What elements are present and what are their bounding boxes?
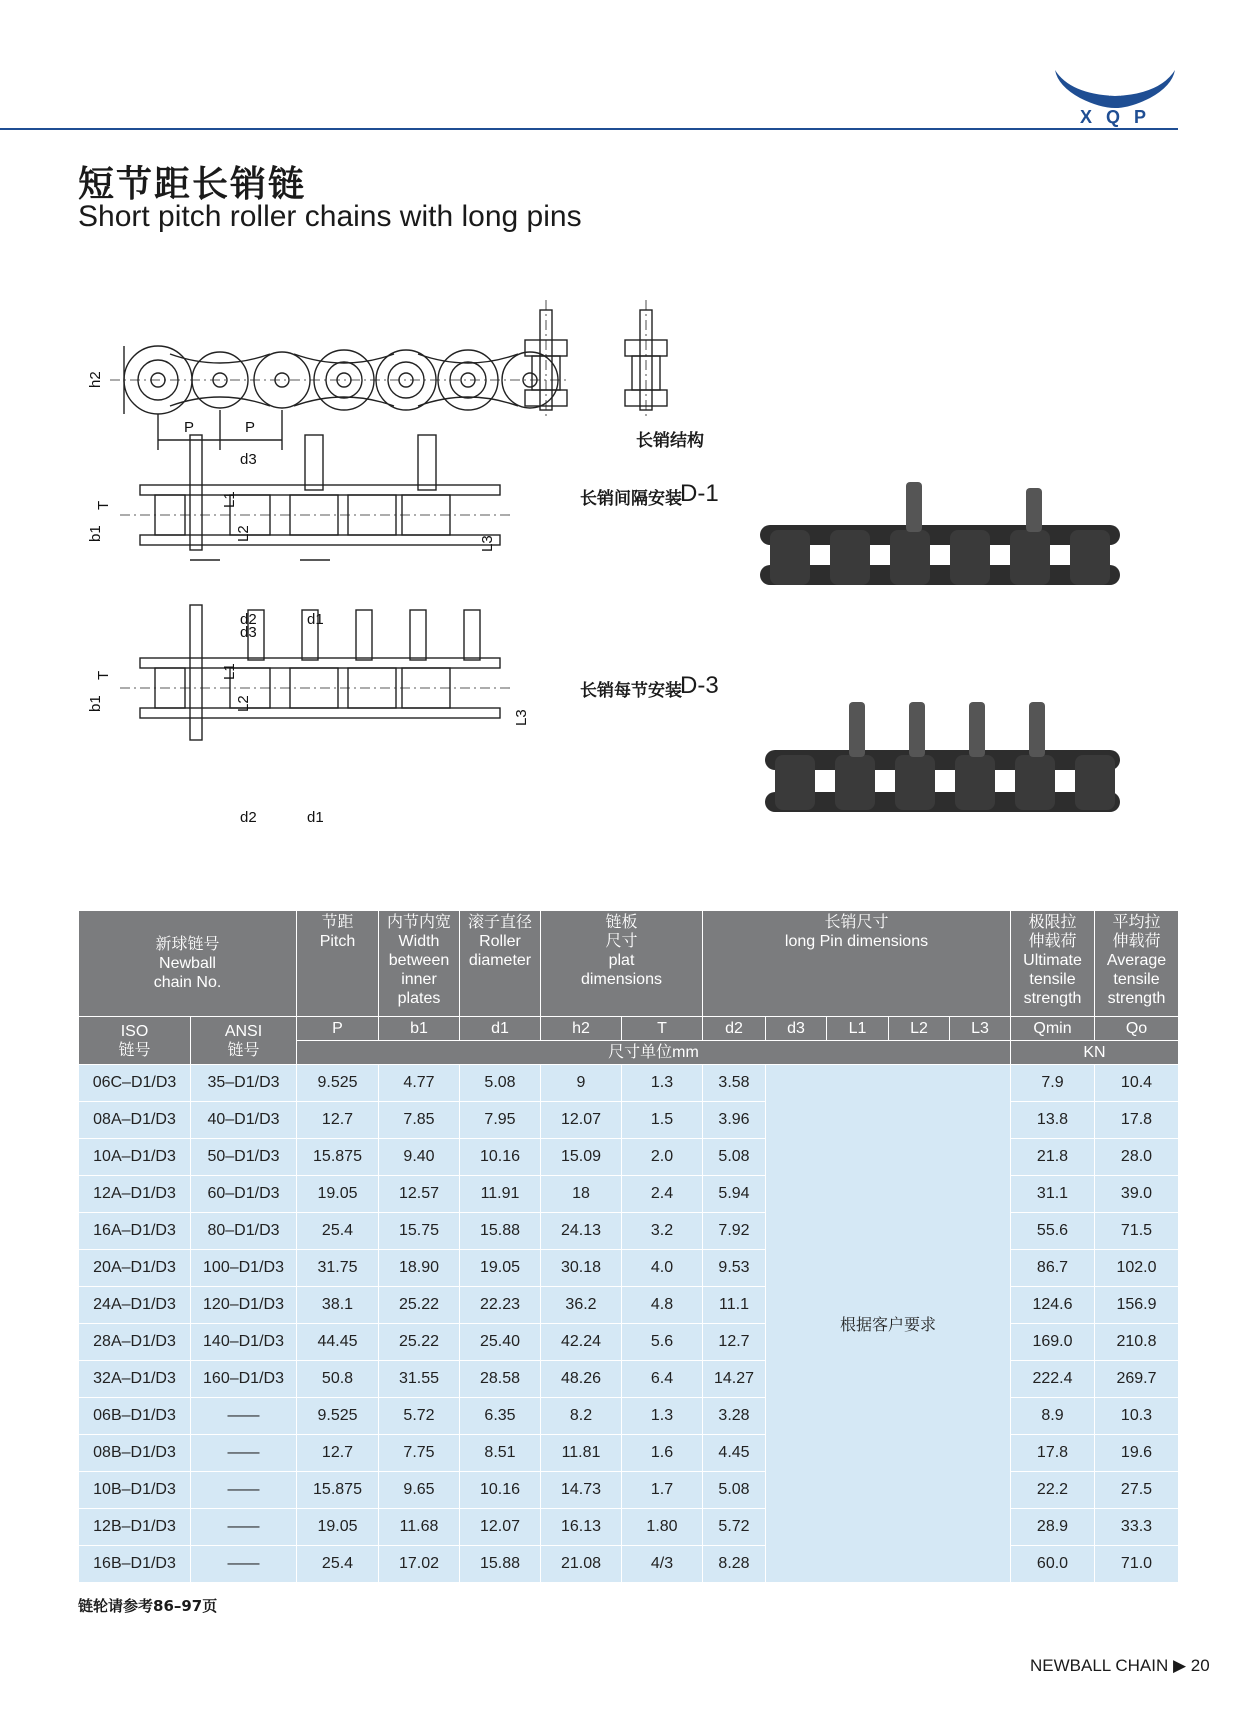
cell-qo: 39.0 (1095, 1176, 1179, 1213)
iso-label: ISO (120, 1022, 149, 1040)
roller-en2: diameter (468, 952, 532, 969)
cell-b1: 15.75 (379, 1213, 460, 1250)
page-footer (1030, 1656, 1210, 1676)
chain-no-header (79, 911, 297, 1017)
cell-p: 9.525 (297, 1065, 379, 1102)
plate-header (541, 911, 703, 1017)
cell-d2: 3.58 (703, 1065, 766, 1102)
chain-no-en1: Newball (159, 955, 216, 972)
col-qo: Qo (1095, 1017, 1179, 1041)
ansi-cn: 链号 (227, 1041, 260, 1059)
cell-qmin: 31.1 (1011, 1176, 1095, 1213)
cell-qo: 10.3 (1095, 1398, 1179, 1435)
cell-d2: 9.53 (703, 1250, 766, 1287)
cell-qmin: 55.6 (1011, 1213, 1095, 1250)
cell-h2: 11.81 (541, 1435, 622, 1472)
cell-h2: 12.07 (541, 1102, 622, 1139)
cell-t: 1.6 (622, 1435, 703, 1472)
table-row (79, 1435, 1179, 1472)
cell-b1: 17.02 (379, 1546, 460, 1583)
side-view-chain (110, 346, 570, 450)
cell-t: 2.0 (622, 1139, 703, 1176)
cell-d1: 12.07 (460, 1509, 541, 1546)
cell-d1: 28.58 (460, 1361, 541, 1398)
cell-p: 19.05 (297, 1176, 379, 1213)
cell-p: 15.875 (297, 1139, 379, 1176)
cell-d2: 4.45 (703, 1435, 766, 1472)
table-row (79, 1102, 1179, 1139)
cell-ansi: 60–D1/D3 (191, 1176, 297, 1213)
col-h2: h2 (541, 1017, 622, 1041)
cell-qo: 33.3 (1095, 1509, 1179, 1546)
cell-ansi: —— (191, 1472, 297, 1509)
dim-d2-b: d2 (240, 809, 257, 826)
cell-d1: 5.08 (460, 1065, 541, 1102)
cell-b1: 11.68 (379, 1509, 460, 1546)
d3-install-label: 长销每节安装 (580, 681, 682, 701)
header-row-1 (79, 911, 1179, 1017)
cell-qo: 17.8 (1095, 1102, 1179, 1139)
ansi-header (191, 1017, 297, 1065)
cell-b1: 31.55 (379, 1361, 460, 1398)
cell-h2: 48.26 (541, 1361, 622, 1398)
cell-iso: 06B–D1/D3 (79, 1398, 191, 1435)
cell-d1: 22.23 (460, 1287, 541, 1324)
cell-qmin: 22.2 (1011, 1472, 1095, 1509)
table-row (79, 1509, 1179, 1546)
cell-iso: 08A–D1/D3 (79, 1102, 191, 1139)
avg-cn1: 平均拉 (1112, 914, 1161, 931)
cell-d2: 5.94 (703, 1176, 766, 1213)
cell-d2: 5.08 (703, 1139, 766, 1176)
d1-code: D-1 (680, 480, 719, 507)
dim-t-a: T (95, 500, 112, 510)
cell-qmin: 124.6 (1011, 1287, 1095, 1324)
cell-qo: 28.0 (1095, 1139, 1179, 1176)
avg-cn2: 伸载荷 (1112, 933, 1161, 950)
cell-qmin: 7.9 (1011, 1065, 1095, 1102)
spec-table (78, 910, 1179, 1583)
cell-h2: 21.08 (541, 1546, 622, 1583)
roller-cn: 滚子直径 (467, 914, 532, 931)
cell-iso: 16A–D1/D3 (79, 1213, 191, 1250)
long-pin-structure-label: 长销结构 (636, 431, 704, 451)
cell-d2: 11.1 (703, 1287, 766, 1324)
cell-d2: 3.96 (703, 1102, 766, 1139)
plate-cn2: 尺寸 (605, 933, 638, 950)
cell-t: 2.4 (622, 1176, 703, 1213)
plate-en2: dimensions (581, 971, 662, 988)
dim-l3-b: L3 (513, 709, 530, 726)
page-number: 20 (1190, 1656, 1210, 1675)
cell-iso: 28A–D1/D3 (79, 1324, 191, 1361)
table-row (79, 1546, 1179, 1583)
dim-d1-b: d1 (307, 809, 324, 826)
pitch-en: Pitch (319, 933, 356, 950)
cell-ansi: 100–D1/D3 (191, 1250, 297, 1287)
pitch-header (297, 911, 379, 1017)
ansi-label: ANSI (224, 1022, 263, 1040)
cell-qmin: 17.8 (1011, 1435, 1095, 1472)
plate-en1: plat (608, 952, 635, 969)
cell-qmin: 169.0 (1011, 1324, 1095, 1361)
dim-t-b: T (95, 670, 112, 680)
cell-qmin: 86.7 (1011, 1250, 1095, 1287)
cell-t: 4.0 (622, 1250, 703, 1287)
dim-d2-a: d2 (240, 611, 257, 628)
cell-d2: 5.08 (703, 1472, 766, 1509)
cell-ansi: 50–D1/D3 (191, 1139, 297, 1176)
table-row (79, 1065, 1179, 1102)
dim-l3-a: L3 (479, 535, 496, 552)
cell-d1: 8.51 (460, 1435, 541, 1472)
dim-p-2: P (245, 419, 256, 436)
page-title-en: Short pitch roller chains with long pins (78, 200, 582, 233)
cell-b1: 9.65 (379, 1472, 460, 1509)
ult-cn1: 极限拉 (1028, 914, 1077, 931)
dim-p-1: P (184, 419, 195, 436)
dim-h2: h2 (87, 371, 104, 388)
footer-arrow-icon: ▶ (1172, 1656, 1187, 1675)
cell-h2: 36.2 (541, 1287, 622, 1324)
cell-ansi: 80–D1/D3 (191, 1213, 297, 1250)
cell-b1: 4.77 (379, 1065, 460, 1102)
cell-qo: 27.5 (1095, 1472, 1179, 1509)
cell-d1: 10.16 (460, 1139, 541, 1176)
cell-h2: 18 (541, 1176, 622, 1213)
cell-t: 1.7 (622, 1472, 703, 1509)
cell-qo: 10.4 (1095, 1065, 1179, 1102)
cell-h2: 16.13 (541, 1509, 622, 1546)
col-l2: L2 (889, 1017, 950, 1041)
spec-table-body (79, 1065, 1179, 1583)
pin-en: long Pin dimensions (784, 933, 929, 950)
dim-b1-a: b1 (87, 525, 104, 542)
cell-ansi: 160–D1/D3 (191, 1361, 297, 1398)
cell-ansi: —— (191, 1435, 297, 1472)
cell-iso: 12B–D1/D3 (79, 1509, 191, 1546)
pitch-cn: 节距 (321, 914, 354, 931)
cell-b1: 18.90 (379, 1250, 460, 1287)
cell-p: 44.45 (297, 1324, 379, 1361)
long-pin-structure-view (525, 300, 667, 420)
cell-p: 19.05 (297, 1509, 379, 1546)
width-header (379, 911, 460, 1017)
cell-qmin: 222.4 (1011, 1361, 1095, 1398)
cell-qmin: 60.0 (1011, 1546, 1095, 1583)
cell-iso: 20A–D1/D3 (79, 1250, 191, 1287)
cell-iso: 12A–D1/D3 (79, 1176, 191, 1213)
unit-mm: 尺寸单位mm (297, 1041, 1011, 1065)
width-en: Width between inner plates (388, 933, 450, 1007)
col-t: T (622, 1017, 703, 1041)
d3-code: D-3 (680, 672, 719, 699)
cell-qmin: 8.9 (1011, 1398, 1095, 1435)
cell-ansi: 35–D1/D3 (191, 1065, 297, 1102)
roller-en1: Roller (479, 933, 521, 950)
cell-iso: 16B–D1/D3 (79, 1546, 191, 1583)
ult-cn2: 伸载荷 (1028, 933, 1077, 950)
cell-d1: 15.88 (460, 1546, 541, 1583)
col-d2: d2 (703, 1017, 766, 1041)
page-title-cn: 短节距长销链 (78, 164, 307, 205)
pin-header (703, 911, 1011, 1017)
cell-t: 1.3 (622, 1065, 703, 1102)
width-cn: 内节内宽 (386, 914, 451, 931)
ult-en: Ultimate tensile strength (1023, 952, 1082, 1007)
cell-b1: 25.22 (379, 1287, 460, 1324)
cell-ansi: 40–D1/D3 (191, 1102, 297, 1139)
table-row (79, 1176, 1179, 1213)
cell-d2: 5.72 (703, 1509, 766, 1546)
cell-b1: 5.72 (379, 1398, 460, 1435)
cell-p: 31.75 (297, 1250, 379, 1287)
cell-p: 50.8 (297, 1361, 379, 1398)
dim-l1-b: L1 (221, 663, 238, 680)
cell-t: 5.6 (622, 1324, 703, 1361)
header-row-2 (79, 1017, 1179, 1041)
cell-t: 4.8 (622, 1287, 703, 1324)
chain-no-cn: 新球链号 (155, 936, 220, 953)
cell-p: 12.7 (297, 1435, 379, 1472)
cell-iso: 08B–D1/D3 (79, 1435, 191, 1472)
avg-en: Average tensile strength (1106, 952, 1167, 1007)
cell-t: 3.2 (622, 1213, 703, 1250)
unit-kn: KN (1011, 1041, 1179, 1065)
table-row (79, 1139, 1179, 1176)
cell-h2: 14.73 (541, 1472, 622, 1509)
cell-p: 9.525 (297, 1398, 379, 1435)
dim-d1-a: d1 (307, 611, 324, 628)
roller-header (460, 911, 541, 1017)
table-row (79, 1361, 1179, 1398)
col-b1: b1 (379, 1017, 460, 1041)
d1-plan-view (120, 435, 510, 560)
cell-ansi: —— (191, 1398, 297, 1435)
average-header (1095, 911, 1179, 1017)
cell-b1: 7.75 (379, 1435, 460, 1472)
cell-qmin: 21.8 (1011, 1139, 1095, 1176)
cell-qo: 210.8 (1095, 1324, 1179, 1361)
customer-requirement-note: 根据客户要求 (766, 1065, 1011, 1583)
cell-d2: 7.92 (703, 1213, 766, 1250)
cell-qo: 19.6 (1095, 1435, 1179, 1472)
footer-brand: NEWBALL CHAIN (1030, 1656, 1169, 1675)
cell-iso: 32A–D1/D3 (79, 1361, 191, 1398)
cell-p: 38.1 (297, 1287, 379, 1324)
cell-p: 25.4 (297, 1213, 379, 1250)
cell-d1: 19.05 (460, 1250, 541, 1287)
cell-iso: 10B–D1/D3 (79, 1472, 191, 1509)
cell-t: 6.4 (622, 1361, 703, 1398)
cell-d1: 15.88 (460, 1213, 541, 1250)
table-row (79, 1324, 1179, 1361)
chain-technical-drawing (80, 280, 740, 850)
cell-b1: 7.85 (379, 1102, 460, 1139)
cell-d2: 12.7 (703, 1324, 766, 1361)
cell-iso: 10A–D1/D3 (79, 1139, 191, 1176)
cell-b1: 12.57 (379, 1176, 460, 1213)
cell-d2: 3.28 (703, 1398, 766, 1435)
col-p: P (297, 1017, 379, 1041)
cell-b1: 25.22 (379, 1324, 460, 1361)
col-d3: d3 (766, 1017, 827, 1041)
cell-qo: 71.0 (1095, 1546, 1179, 1583)
table-row (79, 1472, 1179, 1509)
cell-t: 4/3 (622, 1546, 703, 1583)
cell-iso: 24A–D1/D3 (79, 1287, 191, 1324)
col-l1: L1 (827, 1017, 889, 1041)
cell-qo: 269.7 (1095, 1361, 1179, 1398)
cell-p: 15.875 (297, 1472, 379, 1509)
d1-chain-photo (760, 480, 1130, 600)
cell-d1: 10.16 (460, 1472, 541, 1509)
cell-ansi: —— (191, 1509, 297, 1546)
cell-h2: 8.2 (541, 1398, 622, 1435)
sprocket-footnote: 链轮请参考86–97页 (78, 1597, 218, 1615)
cell-ansi: 120–D1/D3 (191, 1287, 297, 1324)
dim-l2-a: L2 (235, 525, 252, 542)
dim-l1-a: L1 (221, 491, 238, 508)
table-row (79, 1250, 1179, 1287)
col-l3: L3 (950, 1017, 1011, 1041)
table-row (79, 1213, 1179, 1250)
logo-text: XQP (1080, 107, 1161, 127)
cell-h2: 15.09 (541, 1139, 622, 1176)
cell-t: 1.3 (622, 1398, 703, 1435)
iso-cn: 链号 (118, 1041, 151, 1059)
cell-d1: 6.35 (460, 1398, 541, 1435)
plate-cn1: 链板 (605, 914, 638, 931)
cell-d2: 8.28 (703, 1546, 766, 1583)
cell-d1: 25.40 (460, 1324, 541, 1361)
ultimate-header (1011, 911, 1095, 1017)
dim-b1-b: b1 (87, 695, 104, 712)
cell-qo: 102.0 (1095, 1250, 1179, 1287)
cell-p: 25.4 (297, 1546, 379, 1583)
dim-d3-b: d3 (240, 624, 257, 641)
cell-h2: 24.13 (541, 1213, 622, 1250)
col-qmin: Qmin (1011, 1017, 1095, 1041)
cell-t: 1.80 (622, 1509, 703, 1546)
header-rule (0, 128, 1178, 130)
table-row (79, 1287, 1179, 1324)
cell-iso: 06C–D1/D3 (79, 1065, 191, 1102)
cell-h2: 30.18 (541, 1250, 622, 1287)
cell-qmin: 28.9 (1011, 1509, 1095, 1546)
cell-qo: 71.5 (1095, 1213, 1179, 1250)
iso-header (79, 1017, 191, 1065)
cell-h2: 42.24 (541, 1324, 622, 1361)
dim-d3-a: d3 (240, 451, 257, 468)
col-d1: d1 (460, 1017, 541, 1041)
chain-no-en2: chain No. (153, 974, 222, 991)
cell-b1: 9.40 (379, 1139, 460, 1176)
cell-t: 1.5 (622, 1102, 703, 1139)
dim-l2-b: L2 (235, 695, 252, 712)
cell-d2: 14.27 (703, 1361, 766, 1398)
cell-ansi: —— (191, 1546, 297, 1583)
cell-h2: 9 (541, 1065, 622, 1102)
cell-qo: 156.9 (1095, 1287, 1179, 1324)
d3-chain-photo (765, 700, 1125, 825)
cell-qmin: 13.8 (1011, 1102, 1095, 1139)
cell-d1: 7.95 (460, 1102, 541, 1139)
cell-p: 12.7 (297, 1102, 379, 1139)
table-row (79, 1398, 1179, 1435)
d1-install-label: 长销间隔安装 (580, 489, 682, 509)
cell-d1: 11.91 (460, 1176, 541, 1213)
cell-ansi: 140–D1/D3 (191, 1324, 297, 1361)
pin-cn: 长销尺寸 (824, 914, 889, 931)
